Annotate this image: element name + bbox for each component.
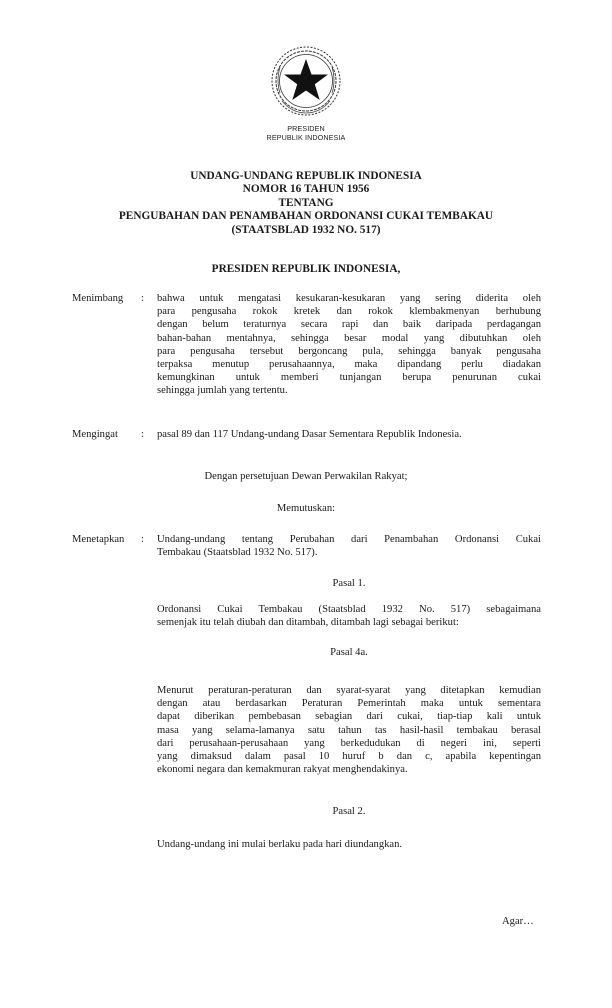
continuation-marker: Agar… — [502, 916, 534, 927]
emblem-caption-president: PRESIDEN — [287, 124, 325, 133]
pasal-1-text — [157, 603, 541, 629]
text-line: dengan atau berdasarkan Peraturan Pemerintah maka untuk sementara — [157, 698, 541, 710]
title-line-number: NOMOR 16 TAHUN 1956 — [242, 183, 370, 196]
pasal-2-text — [157, 838, 541, 851]
pasal-2-heading: Pasal 2. — [332, 806, 366, 817]
text-line: dari perusahaan-perusahaan yang berkedudukan di negeri ini, seperti — [157, 737, 541, 749]
text-line: sehingga jumlah yang tertentu. — [157, 385, 288, 397]
menetapkan-text — [157, 533, 541, 559]
text-line: bahwa untuk mengatasi kesukaran-kesukaran yang sering diderita oleh — [157, 293, 541, 304]
menetapkan-label: Menetapkan — [72, 534, 125, 545]
mengingat-label: Mengingat — [72, 429, 118, 440]
title-line-law: UNDANG-UNDANG REPUBLIK INDONESIA — [190, 170, 422, 182]
title-line-staatsblad: (STAATSBLAD 1932 NO. 517) — [231, 223, 381, 236]
text-line: yang dimaksud dalam pasal 10 huruf b dan c, apabila kepentingan — [157, 751, 541, 763]
garuda-emblem-icon — [268, 43, 344, 119]
mengingat-text — [157, 428, 541, 441]
text-line: semenjak itu telah diubah dan ditambah, ditambah lagi sebagai berikut: — [157, 617, 459, 629]
text-line: para pengusaha tersebut bergoncang pula, sehingga banyak pengusaha — [157, 345, 541, 357]
text-line: dengan belum teraturnya secara rapi dan baik daripada perdagangan — [157, 319, 541, 331]
text-line: pasal 89 dan 117 Undang-undang Dasar Sementara Republik Indonesia. — [157, 429, 462, 440]
text-line: Menurut peraturan-peraturan dan syarat-syarat yang ditetapkan kemudian — [157, 685, 541, 696]
text-line: masa yang selama-lamanya satu tahun tas hasil-hasil tembakau berasal — [157, 724, 541, 736]
menimbang-colon: : — [141, 293, 144, 304]
text-line: ekonomi negara dan kemakmuran rakyat menghendakinya. — [157, 764, 408, 776]
text-line: dapat diberikan pembebasan sebagian dari cukai, tiap-tiap kali untuk — [157, 711, 541, 723]
menimbang-label: Menimbang — [72, 293, 124, 304]
document-title — [0, 170, 612, 237]
pasal-4a-heading: Pasal 4a. — [330, 647, 368, 658]
pasal-1-heading: Pasal 1. — [332, 578, 366, 589]
president-heading: PRESIDEN REPUBLIK INDONESIA, — [211, 263, 401, 275]
text-line: para pengusaha rokok kretek dan rokok klembakmenyan berhubung — [157, 306, 541, 318]
mengingat-colon: : — [141, 429, 144, 440]
text-line: Tembakau (Staatsblad 1932 No. 517). — [157, 547, 318, 559]
star-wreath-icon — [268, 43, 344, 119]
text-line: terpaksa menutup perusahaannya, maka dipandang perlu diadakan — [157, 359, 541, 371]
persetujuan-text: Dengan persetujuan Dewan Perwakilan Rakyat; — [204, 471, 408, 482]
menimbang-text — [157, 292, 541, 398]
menetapkan-colon: : — [141, 534, 144, 545]
text-line: bahan-bahan mentahnya, sehingga besar modal yang dibutuhkan oleh — [157, 332, 541, 344]
text-line: Undang-undang tentang Perubahan dari Penambahan Ordonansi Cukai — [157, 534, 541, 545]
memutuskan-text: Memutuskan: — [276, 503, 336, 514]
title-line-subject: PENGUBAHAN DAN PENAMBAHAN ORDONANSI CUKAI TEMBAKAU — [118, 210, 494, 223]
emblem-caption-republic: REPUBLIK INDONESIA — [266, 133, 346, 142]
text-line: kemungkinan untuk memberi tunjangan berupa penurunan cukai — [157, 372, 541, 384]
text-line: Ordonansi Cukai Tembakau (Staatsblad 1932 No. 517) sebagaimana — [157, 604, 541, 615]
title-line-about: TENTANG — [278, 196, 334, 209]
text-line: Undang-undang ini mulai berlaku pada hari diundangkan. — [157, 839, 403, 850]
pasal-4a-text — [157, 684, 541, 776]
